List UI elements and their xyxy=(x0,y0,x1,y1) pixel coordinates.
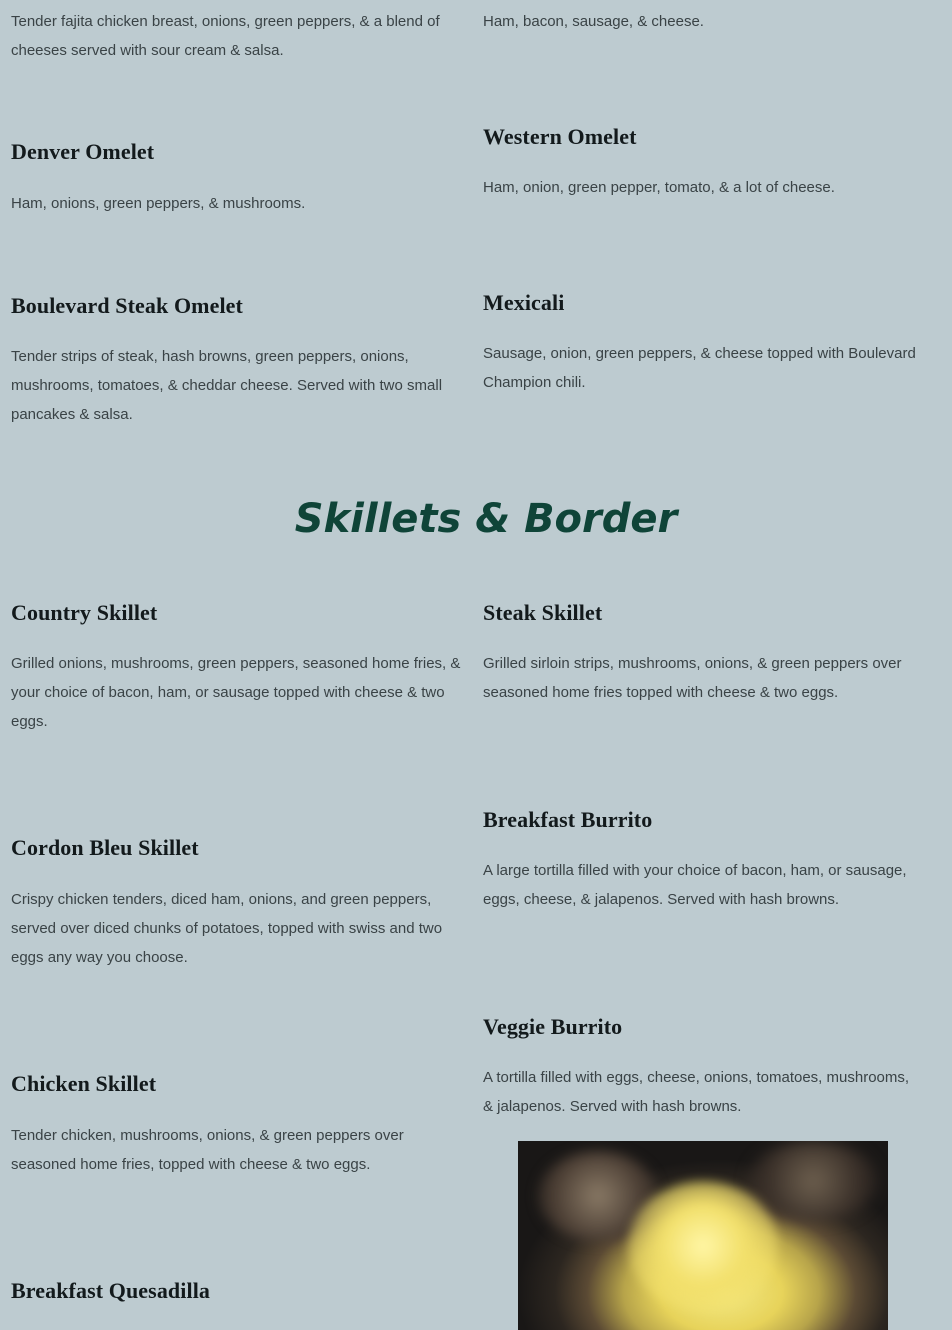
item-title: Cordon Bleu Skillet xyxy=(11,835,199,860)
item-title: Boulevard Steak Omelet xyxy=(11,293,243,318)
menu-item-mexicali xyxy=(483,288,923,397)
menu-item-cordon-bleu-skillet xyxy=(11,833,461,972)
menu-item-boulevard-steak-omelet xyxy=(11,291,461,429)
item-description: Ham, onions, green peppers, & mushrooms. xyxy=(11,195,306,212)
item-title: Breakfast Quesadilla xyxy=(11,1278,211,1303)
item-title: Breakfast Burrito xyxy=(483,807,653,832)
item-title: Steak Skillet xyxy=(483,600,603,625)
menu-item-country-skillet xyxy=(11,598,461,736)
item-description: Tender strips of steak, hash browns, green peppers, onions, mushrooms, tomatoes, & cheddar cheese. Served with two small pancakes & salsa. xyxy=(11,348,443,423)
menu-item-fajita xyxy=(11,7,461,65)
menu-item-breakfast-burrito xyxy=(483,805,923,914)
item-title: Western Omelet xyxy=(483,124,637,149)
item-description: Grilled sirloin strips, mushrooms, onions, & green peppers over seasoned home fries topped with cheese & two eggs. xyxy=(483,655,902,701)
section-title: Skillets & Border xyxy=(294,496,678,542)
item-title: Mexicali xyxy=(483,290,565,315)
menu-item-chicken-skillet xyxy=(11,1069,461,1179)
item-title: Denver Omelet xyxy=(11,139,155,164)
item-description: Sausage, onion, green peppers, & cheese topped with Boulevard Champion chili. xyxy=(483,345,916,391)
item-description: Tender chicken, mushrooms, onions, & green peppers over seasoned home fries, topped with cheese & two eggs. xyxy=(11,1127,404,1173)
item-description: Tender fajita chicken breast, onions, green peppers, & a blend of cheeses served with sour cream & salsa. xyxy=(11,13,440,59)
item-title: Veggie Burrito xyxy=(483,1014,623,1039)
item-description: A large tortilla filled with your choice of bacon, ham, or sausage, eggs, cheese, & jalapenos. Served with hash browns. xyxy=(483,862,907,908)
item-description: Crispy chicken tenders, diced ham, onions, and green peppers, served over diced chunks of potatoes, topped with swiss and two eggs any way you choose. xyxy=(11,891,443,966)
item-description: Ham, onion, green pepper, tomato, & a lot of cheese. xyxy=(483,179,835,196)
menu-item-denver-omelet xyxy=(11,137,461,218)
food-photo xyxy=(518,1141,888,1330)
item-description: Grilled onions, mushrooms, green peppers, seasoned home fries, & your choice of bacon, ham, or sausage topped with cheese & two eggs. xyxy=(11,655,461,730)
menu-item-steak-skillet xyxy=(483,598,923,707)
menu-item-veggie-burrito xyxy=(483,1012,923,1121)
menu-item-breakfast-quesadilla xyxy=(11,1276,461,1306)
item-title: Country Skillet xyxy=(11,600,158,625)
menu-item-meat-omelet xyxy=(483,7,923,36)
menu-item-western-omelet xyxy=(483,122,923,202)
item-description: Ham, bacon, sausage, & cheese. xyxy=(483,13,704,30)
item-title: Chicken Skillet xyxy=(11,1071,157,1096)
item-description: A tortilla filled with eggs, cheese, onions, tomatoes, mushrooms, & jalapenos. Served with hash browns. xyxy=(483,1069,910,1115)
